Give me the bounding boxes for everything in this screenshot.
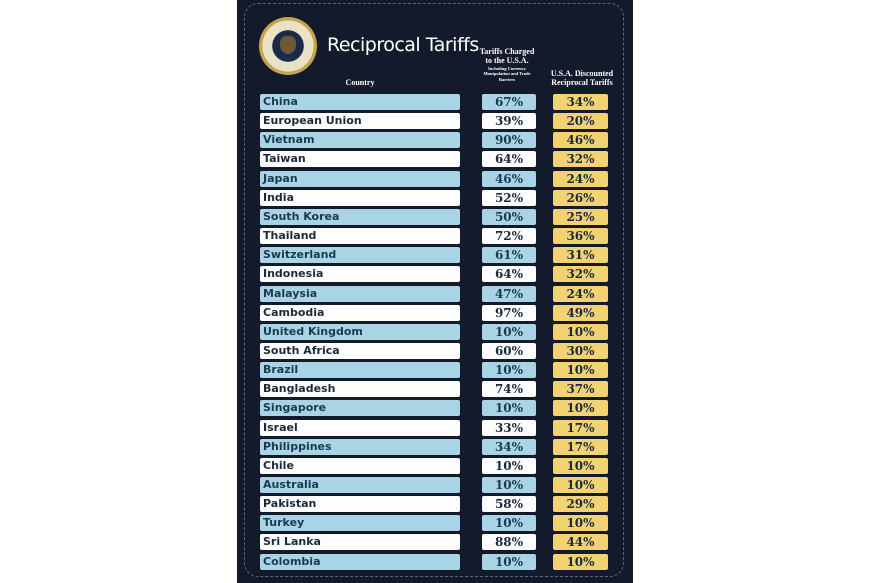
- table-row: [0, 362, 870, 379]
- tariff-charged-cell: 58%: [482, 496, 536, 512]
- tariff-charged-cell: 64%: [482, 266, 536, 282]
- reciprocal-tariff-cell: 10%: [553, 400, 608, 416]
- reciprocal-tariff-cell: 10%: [553, 458, 608, 474]
- country-cell: Israel: [260, 420, 460, 436]
- reciprocal-tariff-cell: 34%: [553, 94, 608, 110]
- tariff-charged-cell: 10%: [482, 458, 536, 474]
- tariff-charged-cell: 10%: [482, 554, 536, 570]
- country-cell: Cambodia: [260, 305, 460, 321]
- table-row: [0, 94, 870, 111]
- column-header-reciprocal: U.S.A. Discounted Reciprocal Tariffs: [550, 69, 614, 87]
- country-cell: Turkey: [260, 515, 460, 531]
- country-cell: South Africa: [260, 343, 460, 359]
- reciprocal-tariff-cell: 24%: [553, 171, 608, 187]
- reciprocal-tariff-cell: 36%: [553, 228, 608, 244]
- country-cell: Indonesia: [260, 266, 460, 282]
- country-cell: Taiwan: [260, 151, 460, 167]
- country-cell: Bangladesh: [260, 381, 460, 397]
- reciprocal-tariff-cell: 37%: [553, 381, 608, 397]
- country-cell: Australia: [260, 477, 460, 493]
- table-row: [0, 113, 870, 130]
- tariff-header-subtitle: Including Currency Manipulation and Trade Barriers: [483, 65, 531, 82]
- country-cell: Colombia: [260, 554, 460, 570]
- country-cell: Switzerland: [260, 247, 460, 263]
- country-cell: China: [260, 94, 460, 110]
- tariff-charged-cell: 10%: [482, 400, 536, 416]
- table-row: [0, 458, 870, 475]
- country-cell: United Kingdom: [260, 324, 460, 340]
- tariff-charged-cell: 67%: [482, 94, 536, 110]
- table-row: [0, 343, 870, 360]
- reciprocal-tariff-cell: 25%: [553, 209, 608, 225]
- table-row: [0, 286, 870, 303]
- tariff-charged-cell: 34%: [482, 439, 536, 455]
- reciprocal-tariff-cell: 20%: [553, 113, 608, 129]
- reciprocal-tariff-cell: 17%: [553, 439, 608, 455]
- table-row: [0, 247, 870, 264]
- country-cell: Sri Lanka: [260, 534, 460, 550]
- country-cell: Chile: [260, 458, 460, 474]
- tariff-charged-cell: 97%: [482, 305, 536, 321]
- reciprocal-tariff-cell: 49%: [553, 305, 608, 321]
- tariff-charged-cell: 39%: [482, 113, 536, 129]
- reciprocal-tariff-cell: 32%: [553, 151, 608, 167]
- eagle-icon: [280, 36, 296, 54]
- table-row: [0, 209, 870, 226]
- tariff-charged-cell: 33%: [482, 420, 536, 436]
- country-cell: Singapore: [260, 400, 460, 416]
- tariff-charged-cell: 46%: [482, 171, 536, 187]
- column-header-country: Country: [345, 78, 375, 87]
- table-row: [0, 381, 870, 398]
- country-cell: South Korea: [260, 209, 460, 225]
- table-row: [0, 534, 870, 551]
- country-cell: India: [260, 190, 460, 206]
- tariff-charged-cell: 90%: [482, 132, 536, 148]
- country-cell: European Union: [260, 113, 460, 129]
- chart-title: Reciprocal Tariffs: [327, 34, 479, 56]
- country-cell: Malaysia: [260, 286, 460, 302]
- reciprocal-tariff-cell: 44%: [553, 534, 608, 550]
- reciprocal-tariff-cell: 10%: [553, 362, 608, 378]
- reciprocal-tariff-cell: 32%: [553, 266, 608, 282]
- tariff-charged-cell: 61%: [482, 247, 536, 263]
- table-row: [0, 439, 870, 456]
- table-row: [0, 228, 870, 245]
- table-row: [0, 554, 870, 571]
- column-header-tariffs-charged: [476, 48, 538, 82]
- table-row: [0, 151, 870, 168]
- country-cell: Brazil: [260, 362, 460, 378]
- tariff-charged-cell: 72%: [482, 228, 536, 244]
- tariff-charged-cell: 74%: [482, 381, 536, 397]
- table-row: [0, 132, 870, 149]
- tariff-charged-cell: 10%: [482, 324, 536, 340]
- reciprocal-tariff-cell: 10%: [553, 477, 608, 493]
- tariff-charged-cell: 88%: [482, 534, 536, 550]
- country-cell: Philippines: [260, 439, 460, 455]
- country-cell: Vietnam: [260, 132, 460, 148]
- tariff-charged-cell: 52%: [482, 190, 536, 206]
- reciprocal-tariff-cell: 10%: [553, 324, 608, 340]
- table-row: [0, 266, 870, 283]
- table-row: [0, 305, 870, 322]
- tariff-charged-cell: 64%: [482, 151, 536, 167]
- tariff-charged-cell: 10%: [482, 477, 536, 493]
- tariff-charged-cell: 60%: [482, 343, 536, 359]
- country-cell: Thailand: [260, 228, 460, 244]
- tariff-header-title: Tariffs Charged to the U.S.A.: [479, 47, 535, 65]
- reciprocal-tariff-cell: 26%: [553, 190, 608, 206]
- tariff-charged-cell: 10%: [482, 515, 536, 531]
- reciprocal-tariff-cell: 29%: [553, 496, 608, 512]
- table-row: [0, 400, 870, 417]
- tariff-charged-cell: 47%: [482, 286, 536, 302]
- reciprocal-tariff-cell: 31%: [553, 247, 608, 263]
- table-row: [0, 171, 870, 188]
- country-cell: Pakistan: [260, 496, 460, 512]
- reciprocal-tariff-cell: 46%: [553, 132, 608, 148]
- reciprocal-tariff-cell: 24%: [553, 286, 608, 302]
- table-row: [0, 515, 870, 532]
- tariff-charged-cell: 50%: [482, 209, 536, 225]
- table-row: [0, 420, 870, 437]
- reciprocal-tariff-cell: 10%: [553, 554, 608, 570]
- table-row: [0, 477, 870, 494]
- reciprocal-tariff-cell: 17%: [553, 420, 608, 436]
- table-row: [0, 190, 870, 207]
- country-cell: Japan: [260, 171, 460, 187]
- reciprocal-tariff-cell: 30%: [553, 343, 608, 359]
- tariff-charged-cell: 10%: [482, 362, 536, 378]
- table-row: [0, 324, 870, 341]
- table-row: [0, 496, 870, 513]
- presidential-seal-icon: [259, 17, 317, 75]
- reciprocal-tariff-cell: 10%: [553, 515, 608, 531]
